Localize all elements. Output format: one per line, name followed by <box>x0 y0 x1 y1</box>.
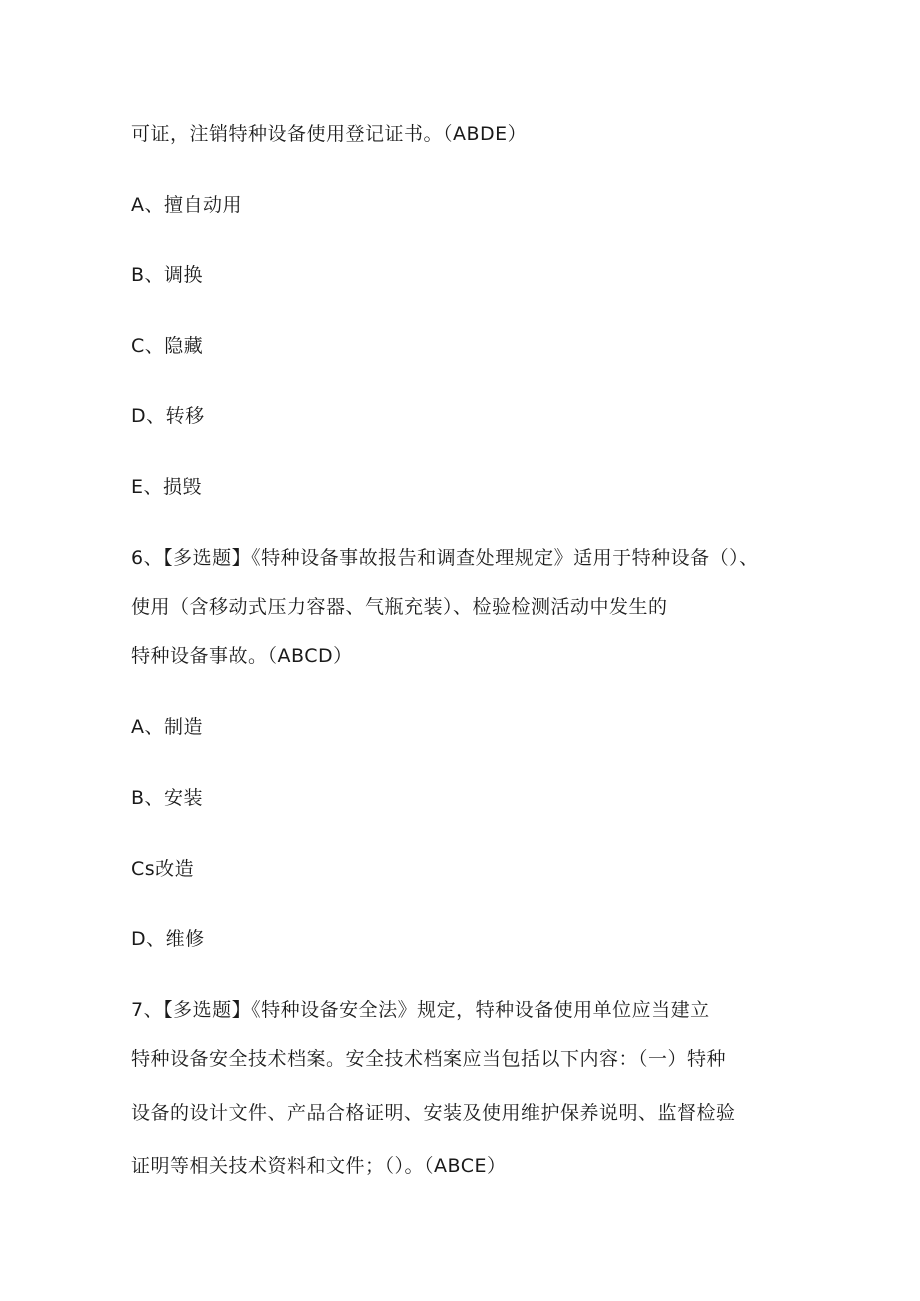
q5-option-e: E、损毁 <box>131 476 203 498</box>
q6-option-b: B、安装 <box>131 787 204 809</box>
q6-option-c: Cs改造 <box>131 858 195 880</box>
q5-option-a: A、擅自动用 <box>131 194 242 216</box>
q6-option-d: D、维修 <box>131 928 205 950</box>
q5-option-c: C、隐藏 <box>131 335 204 357</box>
q7-stem-line-3: 设备的设计文件、产品合格证明、安装及使用维护保养说明、监督检验 <box>131 1102 736 1124</box>
q5-option-b: B、调换 <box>131 264 204 286</box>
q6-stem-line-2: 使用（含移动式压力容器、气瓶充装）、检验检测活动中发生的 <box>131 596 668 618</box>
q7-stem-line-1: 7、【多选题】《特种设备安全法》规定，特种设备使用单位应当建立 <box>131 999 710 1021</box>
q6-option-a: A、制造 <box>131 716 203 738</box>
q7-stem-line-4: 证明等相关技术资料和文件；（）。（ABCE） <box>131 1155 507 1177</box>
q7-stem-line-2: 特种设备安全技术档案。安全技术档案应当包括以下内容：（一）特种 <box>131 1048 727 1070</box>
q6-stem-line-1: 6、【多选题】《特种设备事故报告和调查处理规定》适用于特种设备（）、 <box>131 547 759 569</box>
q5-stem-tail: 可证，注销特种设备使用登记证书。（ABDE） <box>131 123 528 145</box>
q5-option-d: D、转移 <box>131 405 205 427</box>
q6-stem-line-3: 特种设备事故。（ABCD） <box>131 645 353 667</box>
